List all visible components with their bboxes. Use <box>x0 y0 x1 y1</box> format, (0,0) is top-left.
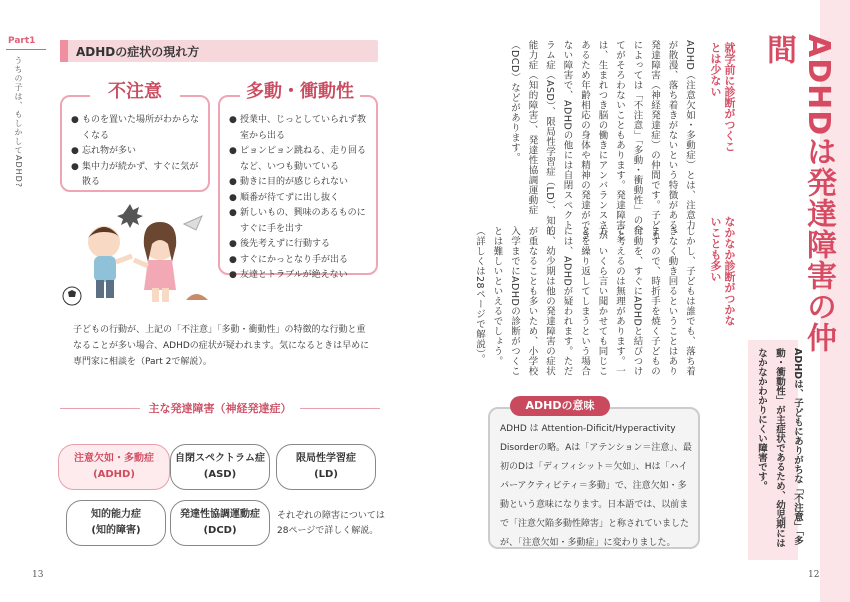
column1-heading: 就学前に診断がつくことは少ない <box>702 42 736 154</box>
bullet-icon: ● <box>71 161 79 172</box>
children-arguing-illustration <box>56 192 216 308</box>
item-text: ピョンピョン跳ねる、走り回るなど、いつも動いている <box>240 146 367 172</box>
bullet-icon: ● <box>229 177 237 187</box>
disorder-abbr: (LD) <box>314 469 338 480</box>
item-text: すぐにかっとなり手が出る <box>240 254 349 265</box>
bullet-icon: ● <box>71 146 79 156</box>
explanation-paragraph: 子どもの行動が、上記の「不注意」「多動・衝動性」の特徴的な行動と重なることが多い場合、ADHDの症状が疑われます。気になるときは早めに専門家に相談を（Part 2で解説）。 <box>73 325 370 367</box>
list-item <box>70 160 202 191</box>
section-title: ADHDの症状の現れ方 <box>76 45 200 59</box>
page-title: ADHDは発達障害の仲間 <box>761 34 836 354</box>
list-item <box>228 253 370 269</box>
hyperactivity-box <box>218 95 378 280</box>
column2-heading: なかなか診断がつかないことも多い <box>702 216 736 336</box>
list-item <box>228 191 370 207</box>
disorder-ld <box>276 444 376 490</box>
cap-icon <box>186 294 208 300</box>
hyperactivity-heading: 多動・衝動性 <box>240 76 360 108</box>
list-item <box>228 268 370 284</box>
page-subtitle: ADHDは、子どもにありがちな「不注意」「多動・衝動性」が主症状であるため、幼児期にはなかなかわかりにくい障害です。 <box>756 348 803 548</box>
meaning-text: ADHD は Attention-Dificit/Hyperactivity Disorderの略。Aは「アテンション＝注意」、最初のDは「ディフィシット＝欠如」、Hは「ハイパーアクティビティ＝多動」で、注意欠如・多動という意味になります。日本語では、以前まで「注意欠陥多動性障害」と称されていましたが、「注意欠如・多動症」に変わりました。 <box>500 424 692 548</box>
girl-figure <box>134 222 176 302</box>
disorder-name: 限局性学習症 <box>296 453 356 464</box>
part-label: Part1 <box>8 36 36 46</box>
list-item <box>228 206 370 237</box>
inattention-list <box>62 97 208 191</box>
inattention-heading: 不注意 <box>90 76 180 108</box>
side-running-title: うちの子は、もしかしてADHD? <box>14 56 23 189</box>
item-text: 後先考えずに行動する <box>240 239 331 249</box>
item-text: 順番が待てずに出し抜く <box>240 192 340 203</box>
disorder-name: 自閉スペクトラム症 <box>175 453 265 464</box>
list-item <box>228 144 370 175</box>
disorder-name: 発達性協調運動症 <box>180 509 260 520</box>
reference-note: それぞれの障害については28ページで詳しく解説。 <box>277 511 385 536</box>
soccer-ball-icon <box>63 287 81 305</box>
bullet-icon: ● <box>229 254 237 265</box>
bullet-icon: ● <box>229 192 237 203</box>
disorder-adhd <box>58 444 170 490</box>
list-item <box>228 237 370 253</box>
disorder-abbr: (ASD) <box>203 469 237 480</box>
disorder-abbr: (DCD) <box>203 525 237 536</box>
bullet-icon: ● <box>229 146 237 156</box>
bullet-icon: ● <box>229 208 237 218</box>
disorder-dcd <box>170 500 270 546</box>
page-number-left: 13 <box>32 570 44 580</box>
disorder-name: 注意欠如・多動症 <box>74 453 154 464</box>
part-rule <box>6 49 46 50</box>
item-text: 動きに目的が感じられない <box>240 177 349 187</box>
disorder-asd <box>170 444 270 490</box>
column2-body: しかし、子どもは誰でも、落ち着きなく動き回るということはありますので、時折手を焼く子どもの行動を、すぐにADHDと結びつけて考えるのは無理があります。一方、いくら言い聞かせても同じことを繰り返してしまうという場合には、ADHDが疑われます。ただし、幼少期は他の発達障害の症状が重なることも多いため、小学校入学までにADHDの診断がつくことは難しいといえるでしょう。（詳しくは28ページで解説）。 <box>474 226 695 377</box>
anger-mark-icon <box>117 204 143 228</box>
disorder-abbr: (ADHD) <box>93 469 135 480</box>
meaning-tab: ADHDの意味 <box>510 396 610 416</box>
item-text: 新しいもの、興味のあるものにすぐに手を出す <box>240 208 366 234</box>
disorders-title: 主な発達障害（神経発達症） <box>148 402 292 415</box>
section-title-bar <box>60 40 378 62</box>
list-item <box>70 113 202 144</box>
item-text: 授業中、じっとしていられず教室から出る <box>240 115 367 141</box>
disorder-intellectual <box>66 500 166 546</box>
hyperactivity-list <box>220 97 376 284</box>
bullet-icon: ● <box>229 115 237 125</box>
list-item <box>228 175 370 191</box>
item-text: 集中力が続かず、すぐに気が散る <box>82 161 199 187</box>
item-text: ものを置いた場所がわからなくなる <box>82 115 200 141</box>
page-number-right: 12 <box>808 570 820 580</box>
item-text: 友達とトラブルが絶えない <box>240 270 348 280</box>
item-text: 忘れ物が多い <box>82 146 137 156</box>
bullet-icon: ● <box>229 270 237 280</box>
list-item <box>228 113 370 144</box>
inattention-box <box>60 95 210 192</box>
column1-body: ADHD（注意欠如・多動症）とは、注意力が散漫、落ち着きがないという特徴がある、発達障害（神経発達症）の仲間です。子どもによっては「不注意」「多動・衝動性」の全てがそろわないこともあります。発達障害とは、生まれつき脳の働きにアンバランスさがあるため年齢相応の身体や精神の発達ができない障害で、ADHDの他には自閉スペクトラム症（ASD）、限局性学習症（LD）、知的能力症（知的障害）、発達性協調運動症（DCD）などがあります。 <box>509 40 695 240</box>
paper-plane-icon <box>184 216 202 230</box>
title-bar-marker <box>60 40 68 62</box>
disorder-abbr: (知的障害) <box>91 525 141 536</box>
disorder-name: 知的能力症 <box>91 509 141 520</box>
boy-figure <box>88 226 132 298</box>
bullet-icon: ● <box>229 239 237 249</box>
bullet-icon: ● <box>71 115 79 125</box>
list-item <box>70 144 202 160</box>
